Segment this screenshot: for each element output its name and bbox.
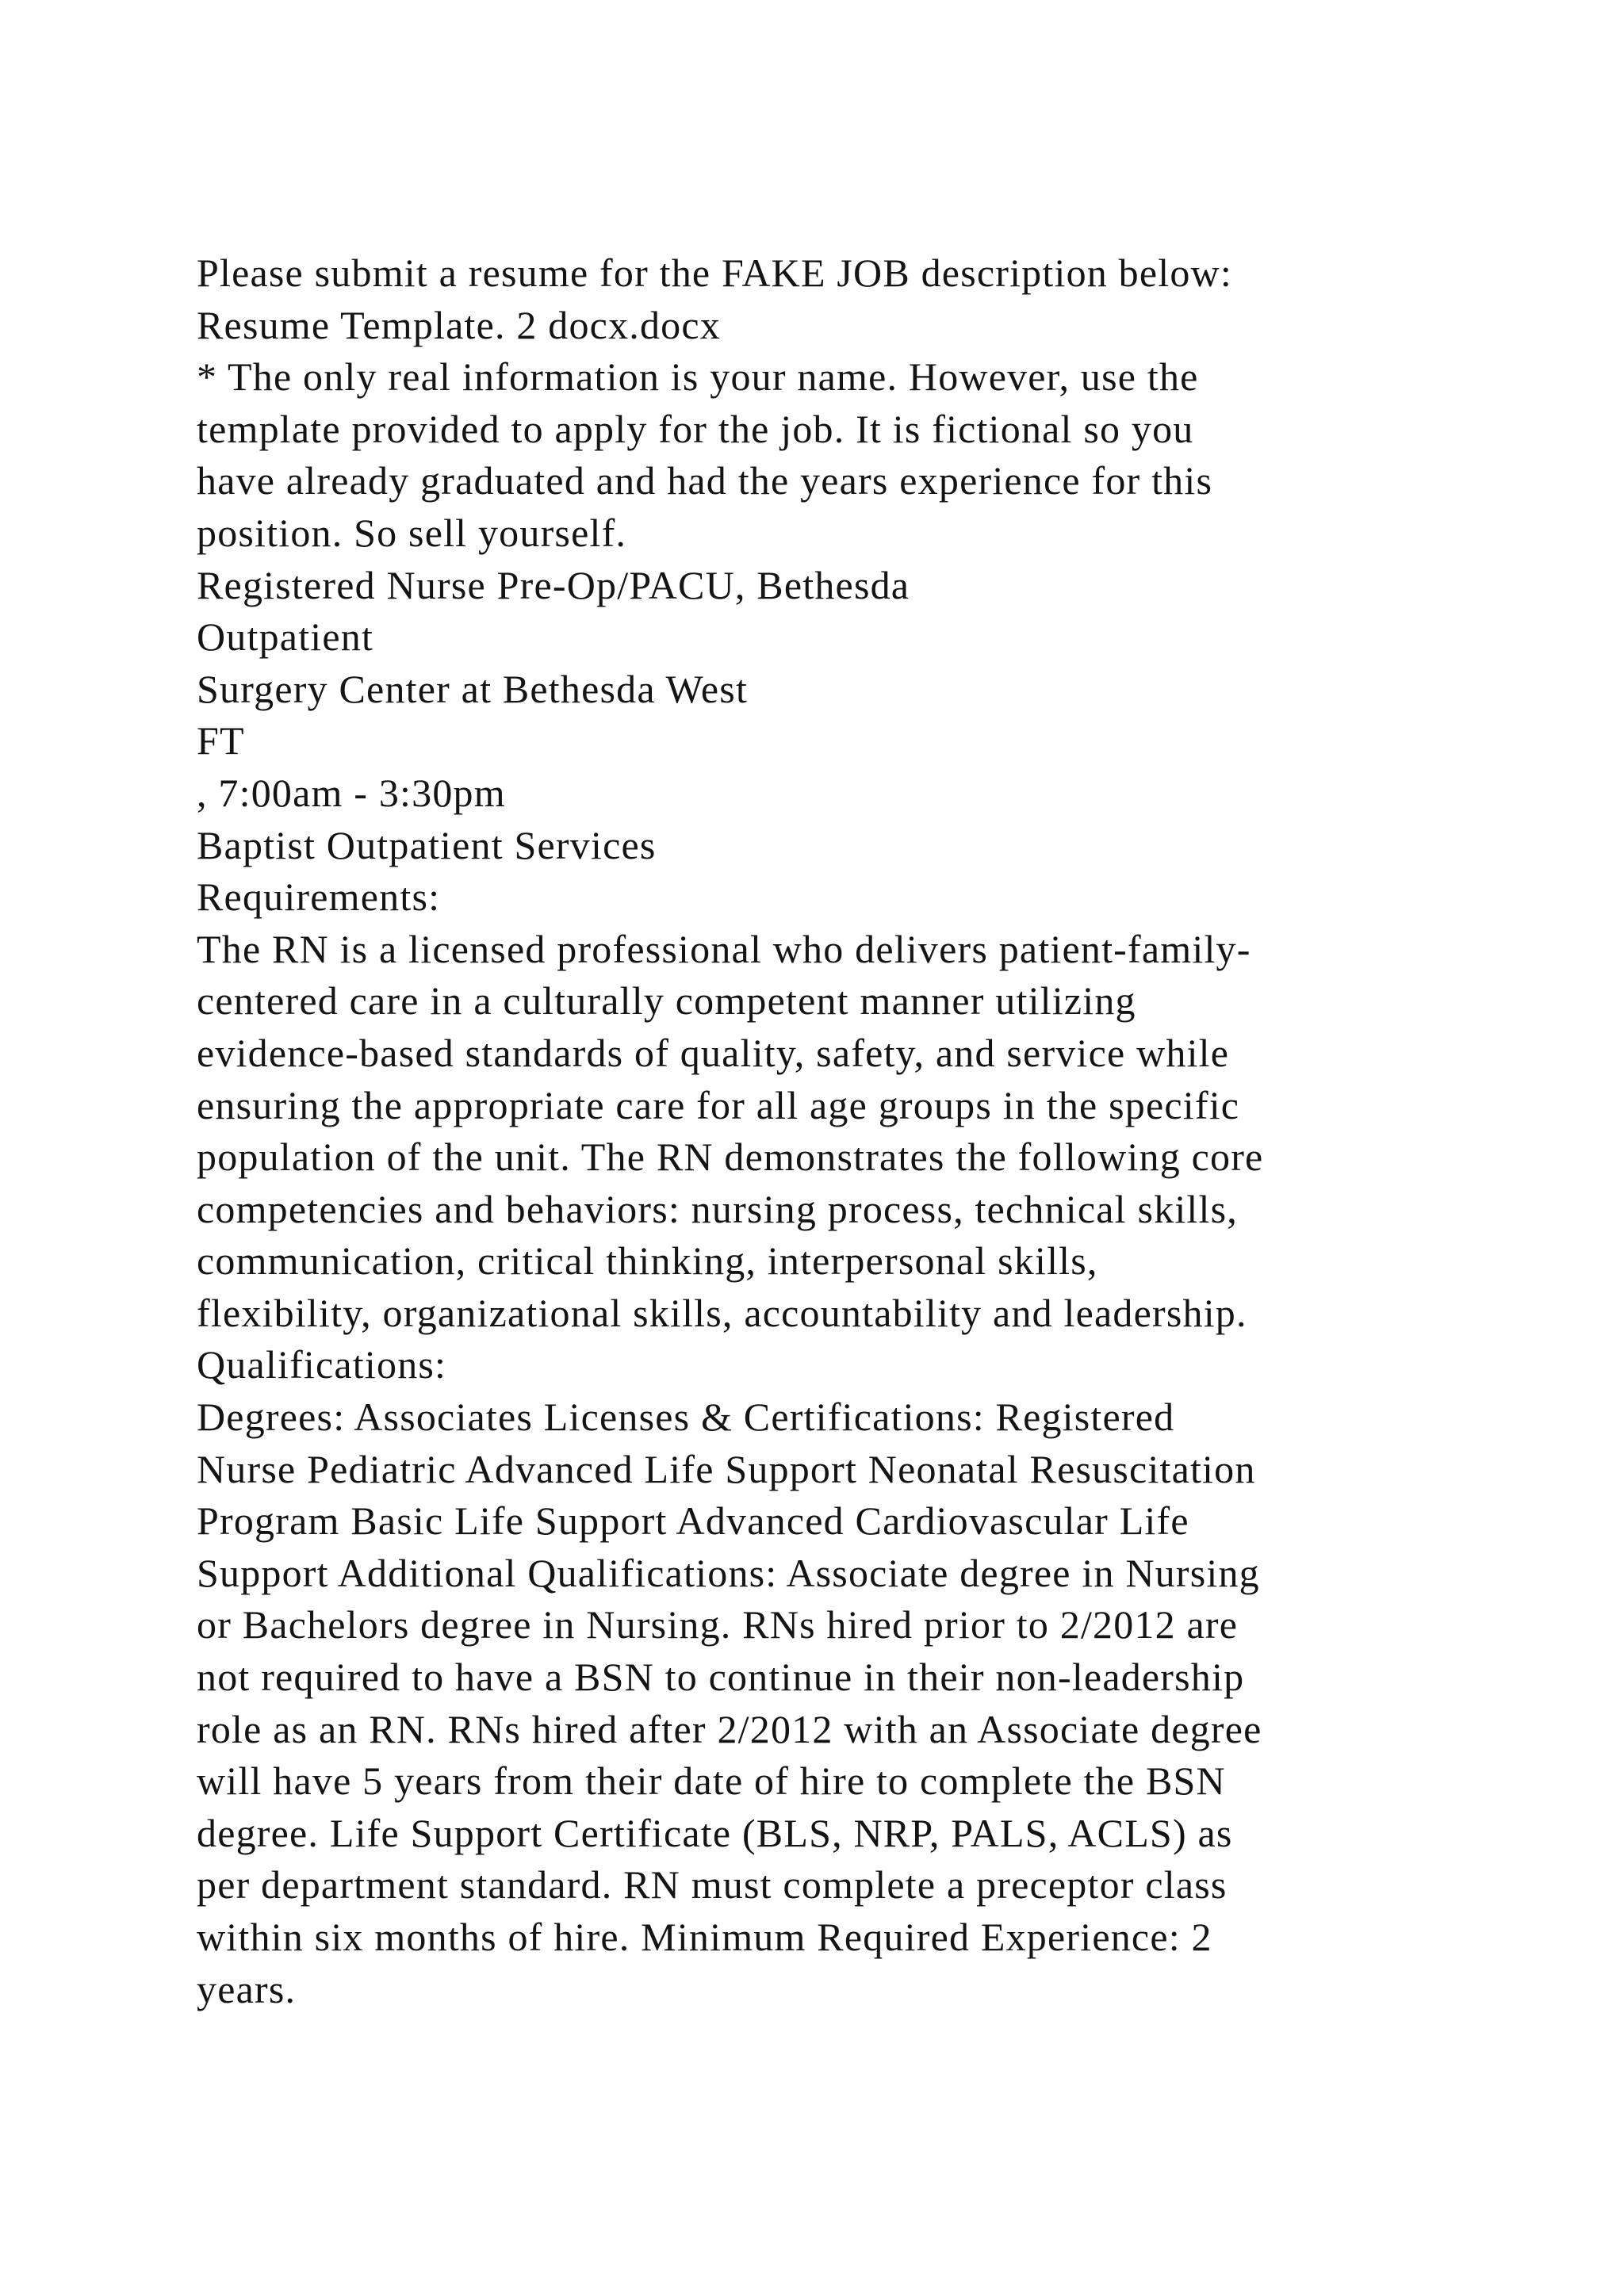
text-line: ensuring the appropriate care for all age groups in the specific xyxy=(197,1082,1240,1127)
text-line: Outpatient xyxy=(197,614,374,660)
text-line: communication, critical thinking, interpersonal skills, xyxy=(197,1238,1098,1284)
text-line: Please submit a resume for the FAKE JOB description below: xyxy=(197,251,1232,295)
text-line: evidence-based standards of quality, safety, and service while xyxy=(197,1030,1230,1075)
text-line: have already graduated and had the years experience for this xyxy=(197,458,1213,503)
text-line: Resume Template. 2 docx.docx xyxy=(197,302,721,347)
section-heading: Qualifications: xyxy=(197,1342,447,1387)
text-line: position. So sell yourself. xyxy=(197,510,627,555)
text-line: template provided to apply for the job. It is fictional so you xyxy=(197,406,1194,451)
text-line: competencies and behaviors: nursing process, technical skills, xyxy=(197,1186,1238,1231)
text-line: population of the unit. The RN demonstrates the following core xyxy=(197,1135,1264,1180)
text-line: will have 5 years from their date of hire to complete the BSN xyxy=(197,1758,1226,1804)
text-line: , 7:00am - 3:30pm xyxy=(197,770,506,815)
text-line: within six months of hire. Minimum Required Experience: 2 xyxy=(197,1915,1212,1959)
text-line: FT xyxy=(197,718,245,763)
text-line: Support Additional Qualifications: Associate degree in Nursing xyxy=(197,1550,1260,1595)
text-line: flexibility, organizational skills, accountability and leadership. xyxy=(197,1290,1247,1335)
text-line: per department standard. RN must complete a preceptor class xyxy=(197,1862,1228,1908)
text-line: Degrees: Associates Licenses & Certifications: Registered xyxy=(197,1395,1175,1440)
document-body xyxy=(197,247,1497,2015)
text-line: Registered Nurse Pre-Op/PACU, Bethesda xyxy=(197,562,910,607)
text-line: Surgery Center at Bethesda West xyxy=(197,666,749,711)
text-line: role as an RN. RNs hired after 2/2012 with an Associate degree xyxy=(197,1706,1262,1751)
text-line: years. xyxy=(197,1966,297,2011)
section-heading: Requirements: xyxy=(197,874,441,920)
text-line: The RN is a licensed professional who delivers patient-family- xyxy=(197,926,1251,971)
text-line: not required to have a BSN to continue in their non-leadership xyxy=(197,1655,1245,1700)
text-line: Nurse Pediatric Advanced Life Support Neonatal Resuscitation xyxy=(197,1446,1256,1491)
text-line: Program Basic Life Support Advanced Cardiovascular Life xyxy=(197,1498,1189,1544)
text-line: * The only real information is your name. However, use the xyxy=(197,354,1199,400)
text-line: degree. Life Support Certificate (BLS, NRP, PALS, ACLS) as xyxy=(197,1810,1233,1855)
text-line: Baptist Outpatient Services xyxy=(197,822,657,867)
text-line: or Bachelors degree in Nursing. RNs hired prior to 2/2012 are xyxy=(197,1602,1239,1647)
text-line: centered care in a culturally competent manner utilizing xyxy=(197,978,1136,1024)
